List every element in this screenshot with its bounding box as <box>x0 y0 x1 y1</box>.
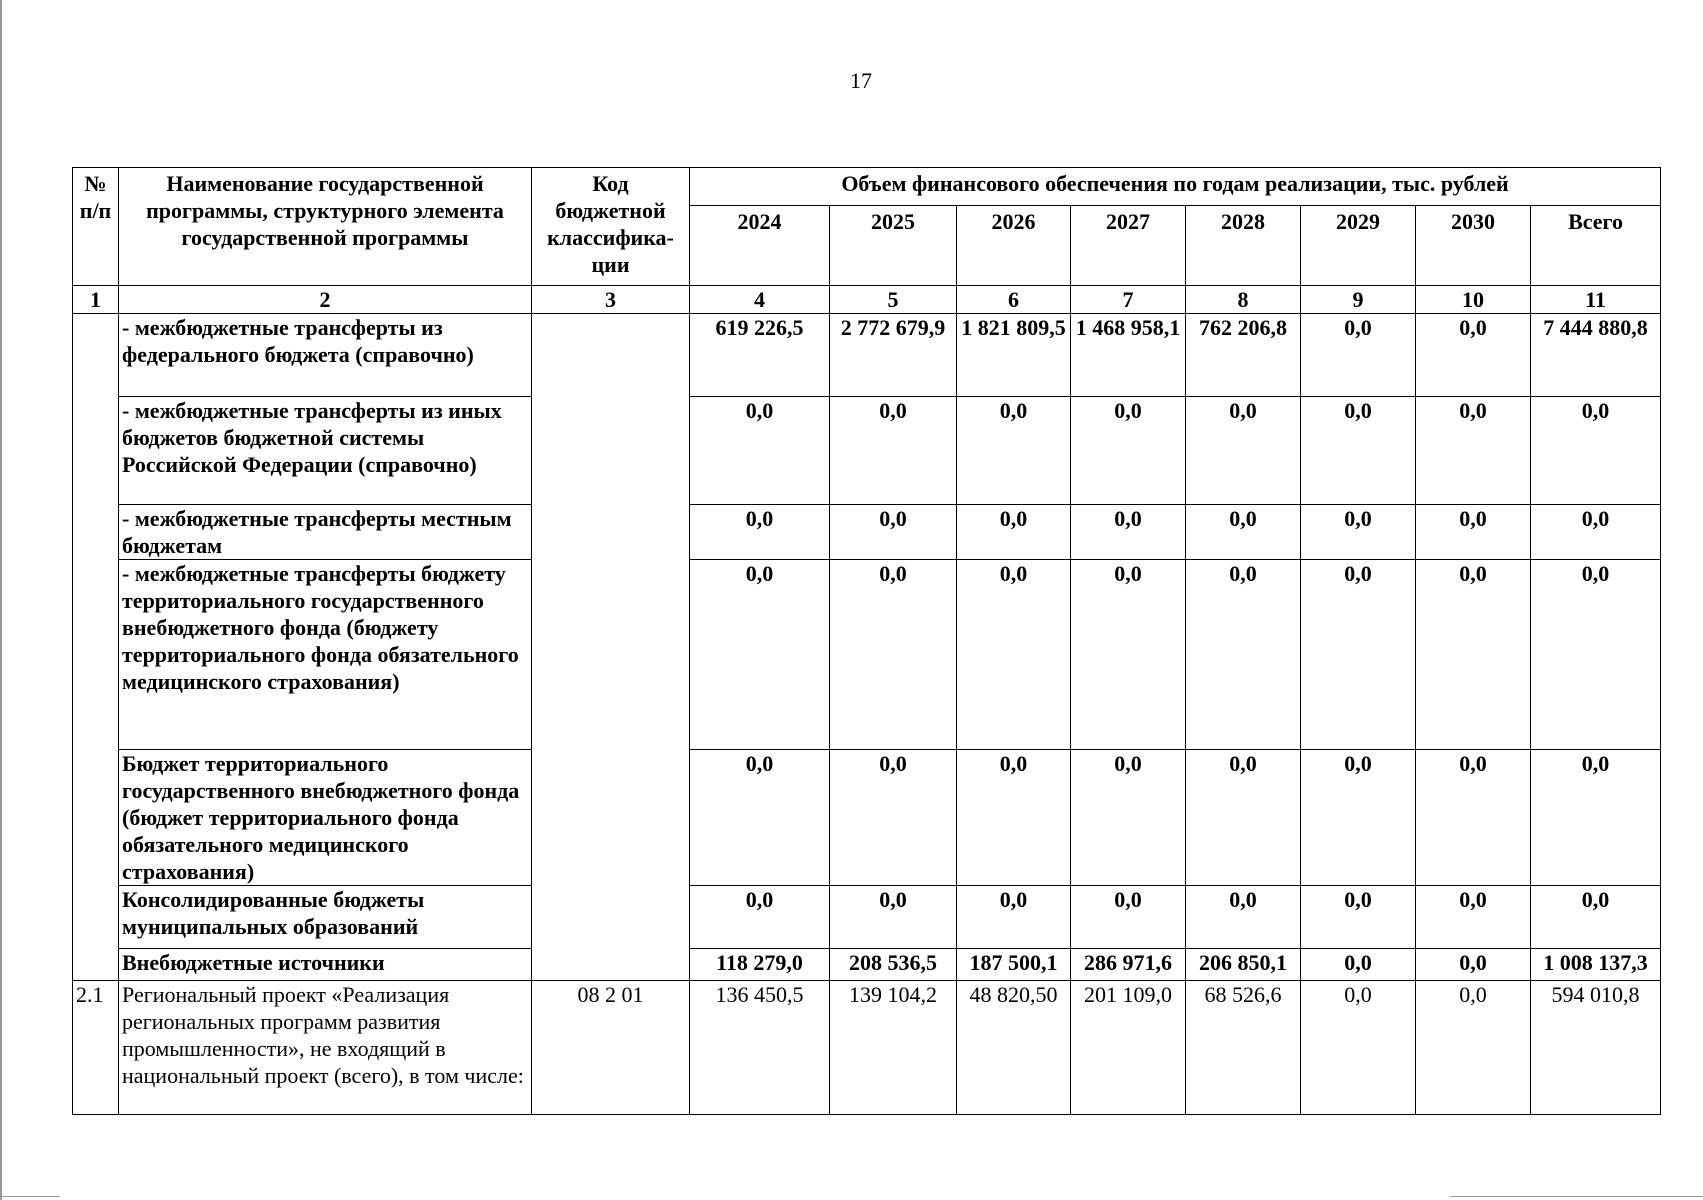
value-cell: 0,0 <box>690 505 830 560</box>
row-name: Консолидированные бюджеты муниципальных образований <box>119 886 532 949</box>
value-cell: 0,0 <box>1416 886 1531 949</box>
value-cell: 201 109,0 <box>1071 981 1186 1115</box>
value-cell: 0,0 <box>1531 397 1661 505</box>
value-cell: 0,0 <box>1531 560 1661 750</box>
value-cell: 48 820,50 <box>957 981 1071 1115</box>
table-row <box>73 314 1661 397</box>
row-name: - межбюджетные трансферты местным бюджетам <box>119 505 532 560</box>
header-volume: Объем финансового обеспечения по годам реализации, тыс. рублей <box>690 168 1661 206</box>
value-cell: 0,0 <box>1186 886 1301 949</box>
row-name: - межбюджетные трансферты бюджету территориального государственного внебюджетного фонда (бюджету территориального фонда обязательного медицинского страхования) <box>119 560 532 750</box>
value-cell: 0,0 <box>690 886 830 949</box>
financing-table <box>72 167 1661 1115</box>
column-number: 3 <box>532 286 690 314</box>
column-number: 4 <box>690 286 830 314</box>
value-cell: 118 279,0 <box>690 949 830 981</box>
row-name: Региональный проект «Реализация региональных программ развития промышленности», не входящий в национальный проект (всего), в том числе: <box>119 981 532 1115</box>
value-cell: 68 526,6 <box>1186 981 1301 1115</box>
value-cell: 0,0 <box>1186 505 1301 560</box>
header-year-2029: 2029 <box>1301 206 1416 286</box>
header-name: Наименование государственной программы, структурного элемента государственной программы <box>119 168 532 286</box>
value-cell: 1 468 958,1 <box>1071 314 1186 397</box>
value-cell: 0,0 <box>1071 750 1186 886</box>
value-cell: 0,0 <box>690 397 830 505</box>
value-cell: 0,0 <box>1301 981 1416 1115</box>
row-code-cell <box>532 314 690 981</box>
column-number: 9 <box>1301 286 1416 314</box>
header-year-2026: 2026 <box>957 206 1071 286</box>
value-cell: 7 444 880,8 <box>1531 314 1661 397</box>
header-year-2030: 2030 <box>1416 206 1531 286</box>
value-cell: 0,0 <box>957 750 1071 886</box>
table-row <box>73 750 1661 886</box>
row-num: 2.1 <box>73 981 119 1115</box>
scan-edge-line <box>0 0 2 1200</box>
header-year-2028: 2028 <box>1186 206 1301 286</box>
value-cell: 0,0 <box>957 397 1071 505</box>
value-cell: 0,0 <box>1416 560 1531 750</box>
table-row <box>73 949 1661 981</box>
value-cell: 0,0 <box>1416 981 1531 1115</box>
value-cell: 762 206,8 <box>1186 314 1301 397</box>
column-number: 7 <box>1071 286 1186 314</box>
value-cell: 0,0 <box>957 886 1071 949</box>
row-name: Бюджет территориального государственного внебюджетного фонда (бюджет территориального фонда обязательного медицинского страхования) <box>119 750 532 886</box>
column-number: 1 <box>73 286 119 314</box>
value-cell: 0,0 <box>957 505 1071 560</box>
value-cell: 139 104,2 <box>830 981 957 1115</box>
header-year-2025: 2025 <box>830 206 957 286</box>
column-number: 6 <box>957 286 1071 314</box>
value-cell: 0,0 <box>1301 505 1416 560</box>
row-code: 08 2 01 <box>532 981 690 1115</box>
table-row <box>73 560 1661 750</box>
value-cell: 0,0 <box>1416 750 1531 886</box>
value-cell: 1 008 137,3 <box>1531 949 1661 981</box>
value-cell: 0,0 <box>830 750 957 886</box>
header-year-2024: 2024 <box>690 206 830 286</box>
row-num-cell <box>73 314 119 981</box>
table-row <box>73 981 1661 1115</box>
value-cell: 0,0 <box>1071 560 1186 750</box>
value-cell: 0,0 <box>1531 886 1661 949</box>
page-number: 17 <box>850 68 872 93</box>
value-cell: 0,0 <box>1416 505 1531 560</box>
value-cell: 0,0 <box>1186 397 1301 505</box>
value-cell: 0,0 <box>1301 750 1416 886</box>
value-cell: 286 971,6 <box>1071 949 1186 981</box>
value-cell: 0,0 <box>1301 314 1416 397</box>
row-name: - межбюджетные трансферты из федерального бюджета (справочно) <box>119 314 532 397</box>
value-cell: 0,0 <box>1301 397 1416 505</box>
value-cell: 0,0 <box>1416 397 1531 505</box>
value-cell: 0,0 <box>1301 949 1416 981</box>
value-cell: 0,0 <box>1416 314 1531 397</box>
value-cell: 0,0 <box>1531 505 1661 560</box>
value-cell: 2 772 679,9 <box>830 314 957 397</box>
column-number: 2 <box>119 286 532 314</box>
value-cell: 0,0 <box>1186 560 1301 750</box>
scan-mark-bottom-left <box>0 1196 60 1197</box>
value-cell: 619 226,5 <box>690 314 830 397</box>
value-cell: 0,0 <box>957 560 1071 750</box>
header-year-2027: 2027 <box>1071 206 1186 286</box>
value-cell: 187 500,1 <box>957 949 1071 981</box>
header-num: № п/п <box>73 168 119 286</box>
value-cell: 0,0 <box>1301 560 1416 750</box>
value-cell: 0,0 <box>1416 949 1531 981</box>
table-row <box>73 886 1661 949</box>
table-row <box>73 505 1661 560</box>
value-cell: 0,0 <box>1071 505 1186 560</box>
value-cell: 0,0 <box>1531 750 1661 886</box>
value-cell: 206 850,1 <box>1186 949 1301 981</box>
value-cell: 208 536,5 <box>830 949 957 981</box>
row-name: Внебюджетные источники <box>119 949 532 981</box>
row-name: - межбюджетные трансферты из иных бюджетов бюджетной системы Российской Федерации (справочно) <box>119 397 532 505</box>
column-number-row <box>73 286 1661 314</box>
column-number: 8 <box>1186 286 1301 314</box>
value-cell: 0,0 <box>1071 886 1186 949</box>
column-number: 11 <box>1531 286 1661 314</box>
value-cell: 0,0 <box>830 505 957 560</box>
value-cell: 0,0 <box>1071 397 1186 505</box>
table-row <box>73 397 1661 505</box>
value-cell: 1 821 809,5 <box>957 314 1071 397</box>
scan-mark-bottom-right <box>1450 1196 1703 1197</box>
value-cell: 0,0 <box>830 886 957 949</box>
value-cell: 594 010,8 <box>1531 981 1661 1115</box>
header-total: Всего <box>1531 206 1661 286</box>
value-cell: 0,0 <box>1186 750 1301 886</box>
value-cell: 0,0 <box>830 397 957 505</box>
column-number: 5 <box>830 286 957 314</box>
column-number: 10 <box>1416 286 1531 314</box>
value-cell: 136 450,5 <box>690 981 830 1115</box>
value-cell: 0,0 <box>830 560 957 750</box>
value-cell: 0,0 <box>690 560 830 750</box>
header-code: Код бюджетной классифика-ции <box>532 168 690 286</box>
value-cell: 0,0 <box>1301 886 1416 949</box>
value-cell: 0,0 <box>690 750 830 886</box>
